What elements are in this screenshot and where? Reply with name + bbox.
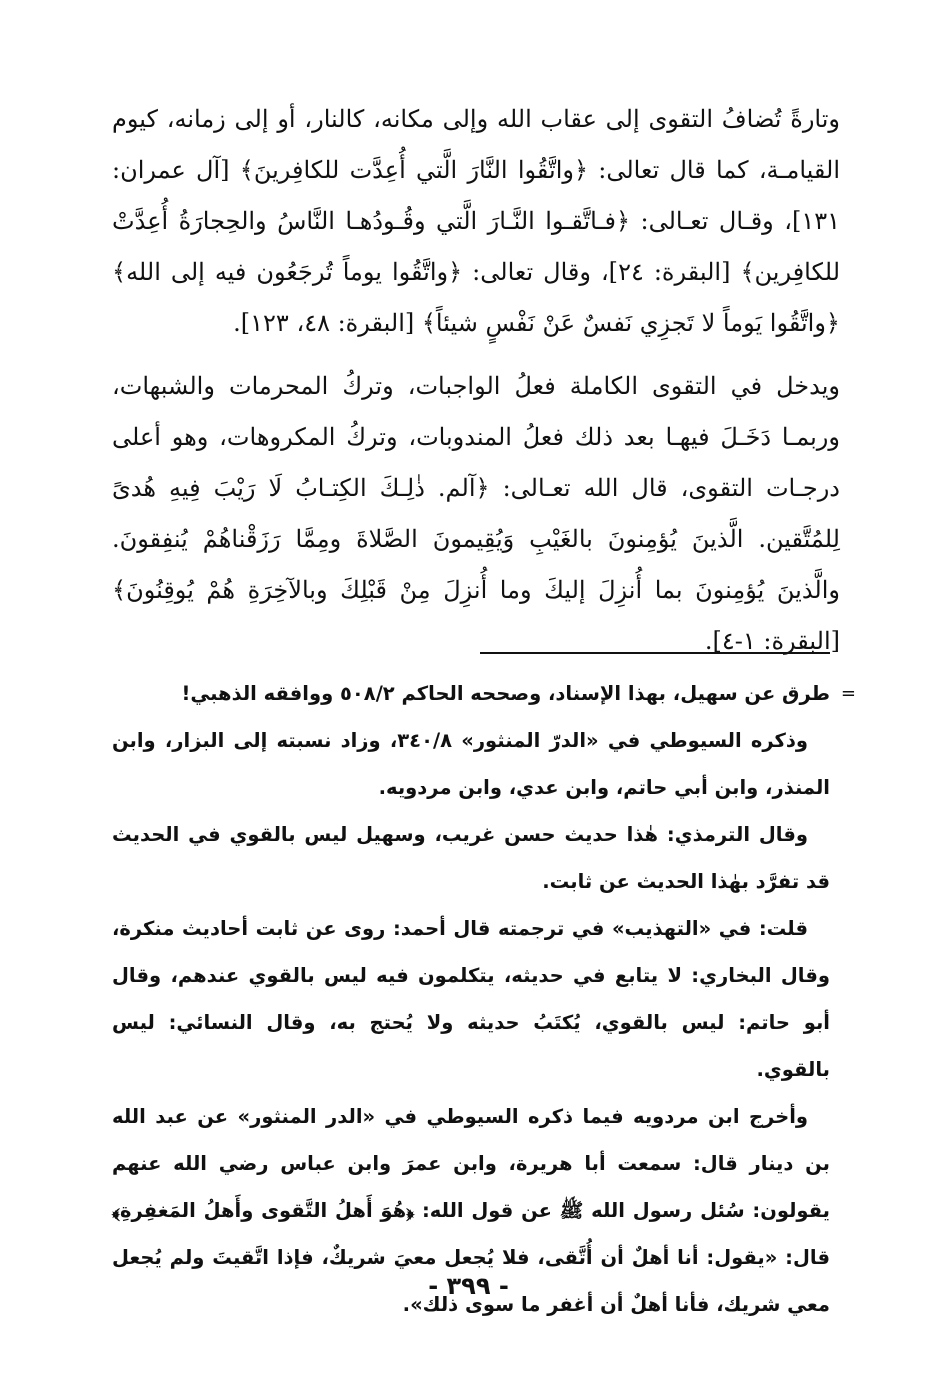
body-paragraph: وتارةً تُضافُ التقوى إلى عقاب الله وإلى مكانه، كالنار، أو إلى زمانه، كيوم القيامـة، كما قال تعالى: ﴿واتَّقُوا النَّارَ الَّتي أُعِدَّت للكافِرينَ﴾ [آل عمران: ١٣١]، وقـال تعـالى: ﴿فـاتَّقـوا النَّـارَ الَّتي وقُـودُهـا النَّاسُ والحِجارَةُ أُعِدَّتْ للكافِرين﴾ [البقرة: ٢٤]، وقال تعالى: ﴿واتَّقُوا يوماً تُرجَعُون فيه إلى الله﴾ ﴿واتَّقُوا يَوماً لا تَجزِي نَفسٌ عَنْ نَفْسٍ شيئاً﴾ [البقرة: ٤٨، ١٢٣]. (112, 105, 841, 337)
footnote-paragraph: وذكره السيوطي في «الدرّ المنثور» ٣٤٠/٨، وزاد نسبته إلى البزار، وابن المنذر، وابن أبي حاتم، وابن عدي، وابن مردويه. (112, 729, 830, 799)
footnote-paragraph: وقال الترمذي: هٰذا حديث حسن غريب، وسهيل ليس بالقوي في الحديث قد تفرَّد بهٰذا الحديث عن ثابت. (112, 823, 830, 893)
body-paragraph: ويدخل في التقوى الكاملة فعلُ الواجبات، وتركُ المحرمات والشبهات، وربمـا دَخَـلَ فيهـا بعد ذلك فعلُ المندوبات، وتركُ المكروهات، وهو أعلى درجـات التقوى، قال الله تعـالى: ﴿آلم. ذٰلِـكَ الكِتـابُ لَا رَيْبَ فِيهِ هُدىً لِلمُتَّقين. الَّذينَ يُؤمِنونَ بالغَيْبِ وَيُقِيمونَ الصَّلاةَ ومِمَّا رَزَقْناهُمْ يُنفِقونَ. والَّذينَ يُؤمِنونَ بما أُنزِلَ إليكَ وما أُنزِلَ مِنْ قَبْلِكَ وبالآخِرَةِ هُمْ يُوقِنُونَ﴾ [البقرة: ١-٤]. (112, 372, 840, 655)
page-number: - ٣٩٩ - (428, 1272, 509, 1300)
footnotes-section (112, 670, 856, 1328)
footnote-text: طرق عن سهيل، بهذا الإسناد، وصححه الحاكم ٥٠٨/٢ ووافقه الذهبي! (181, 682, 830, 705)
continuation-mark: = (840, 683, 856, 704)
footnote-paragraph: قلت: في «التهذيب» في ترجمته قال أحمد: روى عن ثابت أحاديث منكرة، وقال البخاري: لا يتابع في حديثه، يتكلمون فيه ليس بالقوي عندهم، وقال أبو حاتم: ليس بالقوي، يُكتَبُ حديثه ولا يُحتج به، وقال النسائي: ليس بالقوي. (112, 917, 830, 1081)
footnote-paragraph: وأخرج ابن مردويه فيما ذكره السيوطي في «الدر المنثور» عن عبد الله بن دينار قال: سمعت أبا هريرة، وابن عمرَ وابن عباس رضي الله عنهم يقولون: سُئل رسول الله ﷺ عن قول الله: ﴿هُوَ أَهلُ التَّقوى وأَهلُ المَغفِرةِ﴾ قال: «يقول: أنا أهلٌ أن أُتَّقى، فلا يُجعل معيَ شريكٌ، فإذا اتَّقيتَ ولم يُجعل معي شريك، فأنا أهلٌ أن أغفر ما سوى ذلك». (112, 1105, 830, 1316)
footnote-paragraph (112, 670, 856, 717)
main-body-text (112, 94, 840, 667)
footnote-separator-line (480, 652, 830, 654)
